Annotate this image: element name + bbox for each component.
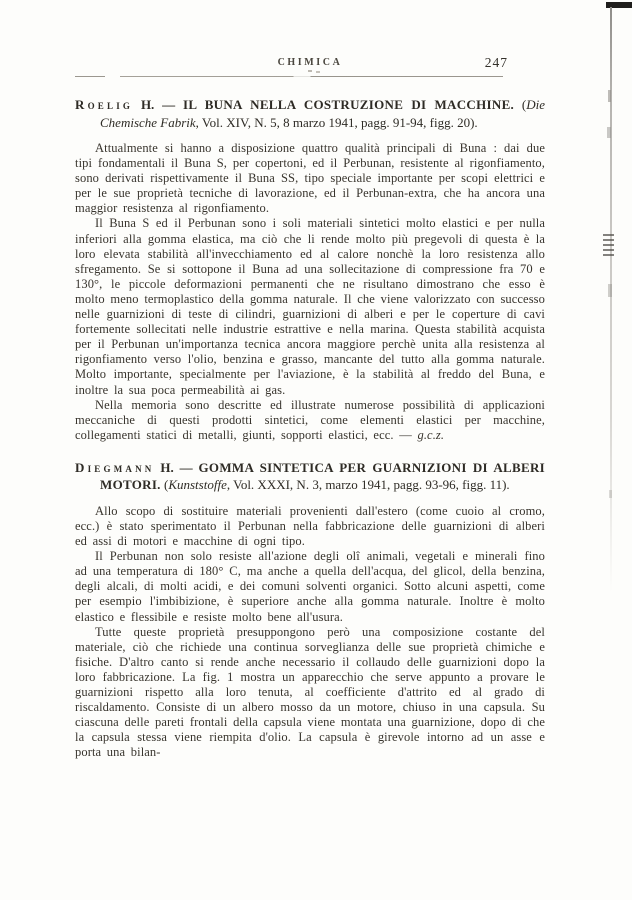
citation-details: , Vol. XIV, N. 5, 8 marzo 1941, pagg. 91-94, figg. 20). [195,114,478,130]
scan-speck [608,284,612,297]
page-header [75,57,545,71]
page-number: 247 [484,55,508,70]
journal-name: Kunststoffe [168,477,227,493]
journal-citation [164,477,510,492]
author-initial: H. [160,459,174,475]
article-title: GOMMA SINTETICA PER GUARNIZIONI DI ALBERI MOTORI. [100,459,545,493]
author-name: Diegmann [75,459,155,475]
body-paragraph: Tutte queste proprietà presuppongono però una composizione costante del materiale, ciò che richiede una continua sorveglianza delle sue proprietà chimiche e fisiche. D'altro canto si rende anche necessario il collaudo delle guarnizioni dopo la loro fabbricazione. La fig. 1 mostra un apparecchio che serve appunto a provare le guarnizioni rispetto alla loro tenuta, al coefficiente d'attrito ed al grado di riscaldamento. Consiste di un albero mosso da un motore, chiuso in una capsula. Su ciascuna delle pareti frontali della capsula viene montata una guarnizione, dopo di che la capsula stessa viene riempita d'olio. La capsula è girevole intorno ad un asse e porta una bilan- [75,624,545,760]
abstract-entry-roelig [75,96,545,443]
article-title: IL BUNA NELLA COSTRUZIONE DI MACCHINE. [182,97,515,112]
body-paragraph: Il Buna S ed il Perbunan sono i soli materiali sintetici molto elastici e per nulla inferiori alla gomma elastica, ma ciò che li rende molto più pregevoli di questa è la loro elevata stabilità all'invecchiamento ed al calore nonchè la loro resistenza allo sfregamento. Se si sottopone il Buna ad una sollecitazione di compressione fra 70 e 130°, le piccole deformazioni permanenti che ne risultano dimostrano che esso è molto meno termoplastico della gomma naturale. Il che viene valorizzato con successo nelle guarnizioni di teste di cilindri, guarnizioni di alberi e per le coperture di cavi fortemente sollecitati nelle industrie estrattive e nella marina. Questa stabilità acquista per il Perbunan un'importanza tecnica ancora maggiore perchè unita alla resistenza al rigonfiamento verso l'olio, benzina e grasso, mancante del tutto alla gomma naturale. Molto importante, specialmente per l'aviazione, è la stabilità al freddo del Buna, e inoltre la sua poca permeabilità ai gas. [75,216,545,397]
header-rule [75,76,503,77]
page-text-block [75,0,545,760]
author-name: Roelig [75,97,134,112]
author-initial: H. [140,97,155,112]
scan-smudge [308,70,312,72]
journal-name: Die Chemische Fabrik [100,97,546,130]
scan-speck [607,127,611,138]
scan-speck [608,90,611,102]
body-paragraph: Il Perbunan non solo resiste all'azione degli olî animali, vegetali e minerali fino ad una temperatura di 180° C, ma anche a quella dell'acqua, del glicol, della benzina, degli alcali, di molti acidi, e dei comuni solventi organici. Sotto alcuni aspetti, come per esempio l'imbibizione, è superiore anche alla gomma naturale. Inoltre è molto elastico e flessibile e resiste molto bene all'usura. [75,549,545,624]
running-title: CHIMICA [277,57,343,68]
em-dash: — [179,459,193,475]
body-paragraph [75,398,545,443]
reviewer-signature: g.c.z. [417,427,445,442]
entry-heading [75,96,545,131]
citation-details: , Vol. XXXI, N. 3, marzo 1941, pagg. 93-96, figg. 11). [226,477,510,493]
scan-speck-cluster [603,234,614,258]
citation-paren: ( [163,477,169,493]
paragraph-text: Nella memoria sono descritte ed illustrate numerose possibilità di applicazioni meccaniche di questi prodotti sintetici, come elementi elastici per macchine, collegamenti statici di metalli, giunti, sopporti elastici, ecc. — [75,397,545,442]
scan-speck [609,490,612,498]
body-paragraph: Allo scopo di sostituire materiali provenienti dall'estero (come cuoio al cromo, ecc.) è stato sperimentato il Perbunan nella fabbricazione delle guarnizioni di alberi ed assi di motori e macchine di ogni tipo. [75,503,545,549]
em-dash: — [162,97,176,112]
citation-paren: ( [521,97,527,112]
entry-heading [75,459,545,494]
body-paragraph: Attualmente si hanno a disposizione quattro qualità principali di Buna : dai due tipi fondamentali il Buna S, per copertoni, ed il Perbunan, resistente al rigonfiamento, sono derivati rispettivamente il Buna SS, tipo speciale importante per scopi elettrici e per le sue proprietà tecniche di lavorazione, ed il Perbunan-extra, che ha ancora una maggior resistenza al rigonfiamento. [75,141,545,216]
abstract-entry-diegmann [75,459,545,761]
